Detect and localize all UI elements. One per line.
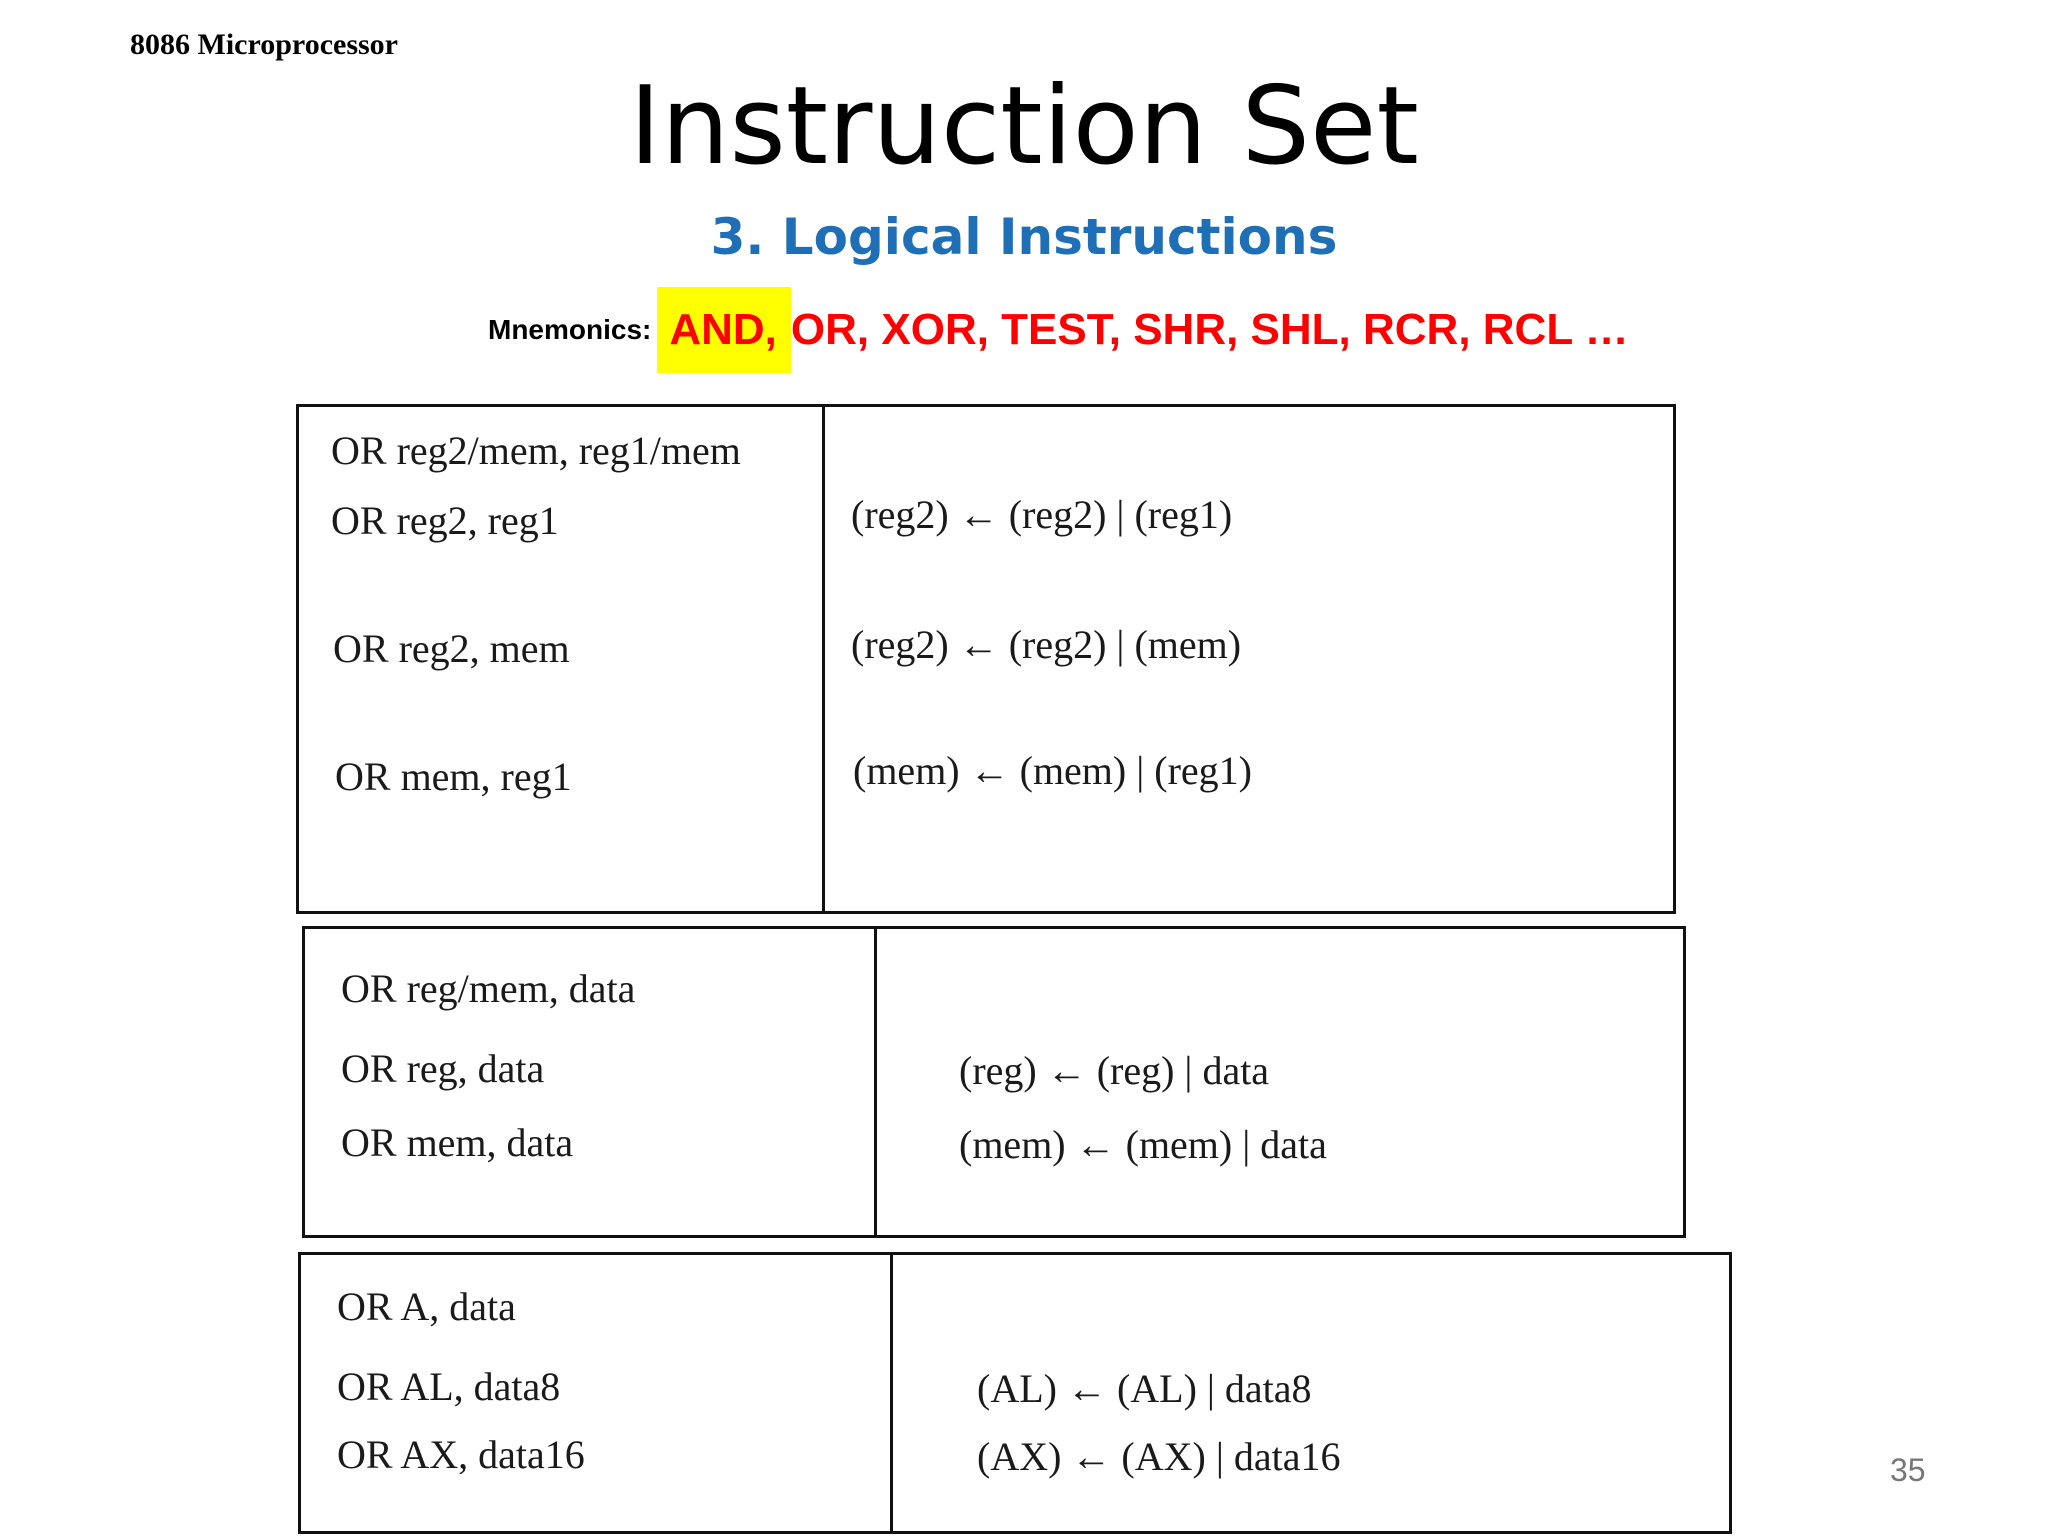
instruction-form: OR AL, data8 [337,1364,561,1409]
slide-title: Instruction Set [629,64,1419,189]
instruction-form: OR AX, data16 [337,1432,585,1477]
mnemonics-line [488,287,1629,373]
operation: (reg2) ← (reg2) | (reg1) [851,492,1233,537]
operation: (reg) ← (reg) | data [959,1048,1270,1093]
operation: (mem) ← (mem) | (reg1) [853,748,1252,793]
instruction-form: OR mem, data [341,1120,574,1165]
column-divider [874,929,877,1235]
operation: (mem) ← (mem) | data [959,1122,1327,1167]
operation: (AX) ← (AX) | data16 [977,1434,1341,1479]
operation: (reg2) ← (reg2) | (mem) [851,622,1242,667]
instruction-form: OR A, data [337,1284,516,1329]
page-number: 35 [1890,1452,1926,1488]
instruction-form: OR reg2/mem, reg1/mem [331,428,741,473]
column-divider [822,407,825,911]
column-divider [890,1255,893,1531]
instruction-form: OR reg2, reg1 [331,498,559,543]
mnemonics-label: Mnemonics: [488,314,652,345]
or-accumulator-table [298,1252,1732,1534]
mnemonics-highlighted: AND, [657,287,791,373]
instruction-form: OR reg, data [341,1046,545,1091]
instruction-form: OR reg2, mem [333,626,570,671]
course-title: 8086 Microprocessor [130,28,398,61]
operation: (AL) ← (AL) | data8 [977,1366,1312,1411]
section-subtitle: 3. Logical Instructions [710,208,1338,266]
instruction-form: OR mem, reg1 [335,754,572,799]
or-register-memory-table [296,404,1676,914]
instruction-form: OR reg/mem, data [341,966,636,1011]
or-immediate-data-table [302,926,1686,1238]
mnemonics-list: OR, XOR, TEST, SHR, SHL, RCR, RCL … [790,305,1629,354]
